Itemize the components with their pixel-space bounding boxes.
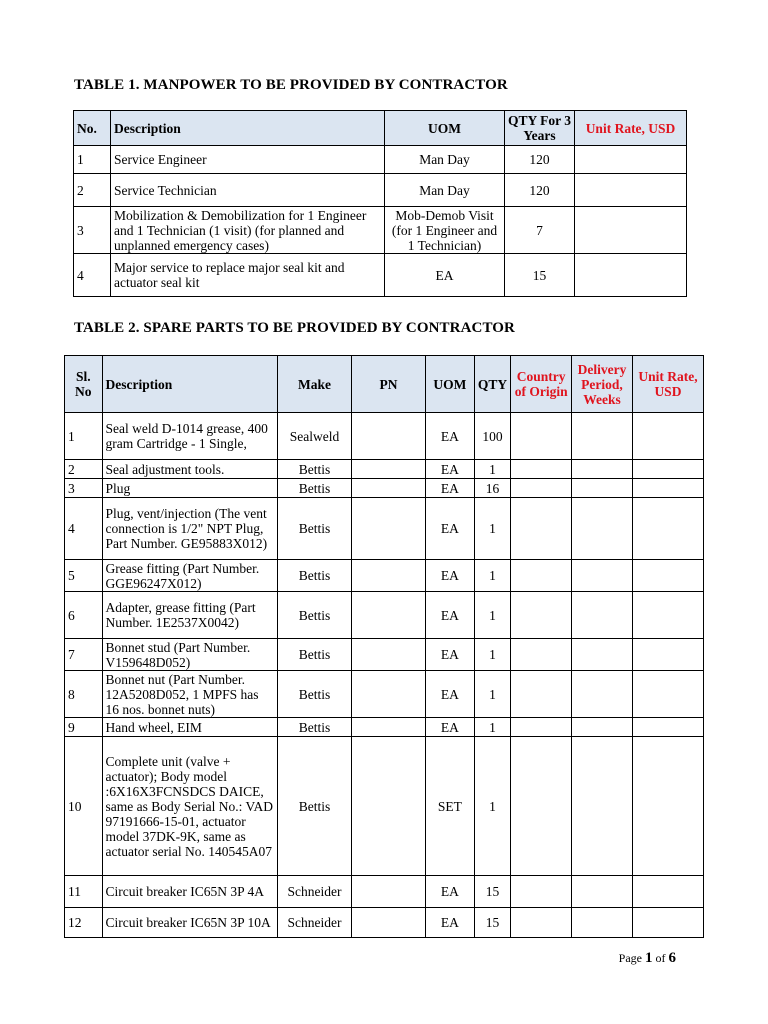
table1-cell-qty: 15 <box>505 254 575 297</box>
t2-header-sl-no: Sl. No <box>65 356 103 413</box>
table1-cell-no: 2 <box>74 174 111 207</box>
table2-cell-sl-no: 5 <box>65 560 103 592</box>
table1-title: TABLE 1. MANPOWER TO BE PROVIDED BY CONTRACTOR <box>74 77 508 93</box>
table2-cell-uom: EA <box>426 718 475 737</box>
table1-cell-no: 4 <box>74 254 111 297</box>
table2-cell-description: Grease fitting (Part Number. GGE96247X012) <box>102 560 277 592</box>
table2-cell-uom: EA <box>426 592 475 639</box>
table1-cell-unit-rate <box>575 146 687 174</box>
table2-cell-uom: EA <box>426 908 475 938</box>
table-row <box>74 174 687 207</box>
table2-cell-unit-rate <box>632 639 703 671</box>
table2-cell-qty: 1 <box>474 498 511 560</box>
table2-cell-pn <box>352 479 426 498</box>
table2-cell-make: Bettis <box>277 718 351 737</box>
table2-cell-make: Bettis <box>277 479 351 498</box>
table2-cell-country-of-origin <box>511 639 572 671</box>
table2-title: TABLE 2. SPARE PARTS TO BE PROVIDED BY CONTRACTOR <box>74 320 515 336</box>
table1-cell-uom: Man Day <box>385 146 505 174</box>
table-row <box>65 876 704 908</box>
table2-cell-description: Hand wheel, EIM <box>102 718 277 737</box>
table2-cell-sl-no: 3 <box>65 479 103 498</box>
t2-header-unit-rate: Unit Rate, USD <box>632 356 703 413</box>
table2-cell-pn <box>352 639 426 671</box>
table2-cell-delivery-period <box>572 876 633 908</box>
table1-cell-qty: 120 <box>505 174 575 207</box>
table-row <box>65 498 704 560</box>
table2-cell-country-of-origin <box>511 592 572 639</box>
table2-cell-pn <box>352 737 426 876</box>
table1-cell-uom: Man Day <box>385 174 505 207</box>
table2-cell-qty: 1 <box>474 718 511 737</box>
table2-cell-country-of-origin <box>511 876 572 908</box>
table2-cell-uom: EA <box>426 876 475 908</box>
table2-body <box>65 413 704 938</box>
table2-cell-make: Bettis <box>277 639 351 671</box>
table2-cell-description: Seal adjustment tools. <box>102 460 277 479</box>
table-row <box>65 460 704 479</box>
table2-cell-unit-rate <box>632 592 703 639</box>
table2-cell-pn <box>352 876 426 908</box>
table2-cell-qty: 1 <box>474 592 511 639</box>
table2-cell-pn <box>352 718 426 737</box>
table-row <box>74 146 687 174</box>
table2-cell-pn <box>352 560 426 592</box>
table2-cell-delivery-period <box>572 718 633 737</box>
table2-cell-sl-no: 1 <box>65 413 103 460</box>
table2-cell-sl-no: 10 <box>65 737 103 876</box>
table-row <box>65 671 704 718</box>
table2-cell-description: Bonnet nut (Part Number. 12A5208D052, 1 MPFS has 16 nos. bonnet nuts) <box>102 671 277 718</box>
table2-cell-pn <box>352 413 426 460</box>
table2-cell-make: Sealweld <box>277 413 351 460</box>
table2-cell-sl-no: 4 <box>65 498 103 560</box>
table1-cell-description: Mobilization & Demobilization for 1 Engineer and 1 Technician (1 visit) (for planned and unplanned emergency cases) <box>111 207 385 254</box>
table2-cell-description: Circuit breaker IC65N 3P 10A <box>102 908 277 938</box>
table2-cell-country-of-origin <box>511 671 572 718</box>
table2-cell-pn <box>352 460 426 479</box>
table2-cell-sl-no: 12 <box>65 908 103 938</box>
table2-cell-unit-rate <box>632 718 703 737</box>
table2-cell-description: Circuit breaker IC65N 3P 4A <box>102 876 277 908</box>
table-row <box>65 718 704 737</box>
table2-cell-pn <box>352 498 426 560</box>
table2-cell-country-of-origin <box>511 460 572 479</box>
table-row <box>65 908 704 938</box>
table1-cell-no: 1 <box>74 146 111 174</box>
t2-header-pn: PN <box>352 356 426 413</box>
table2-cell-qty: 15 <box>474 908 511 938</box>
table2-cell-sl-no: 9 <box>65 718 103 737</box>
table2-cell-delivery-period <box>572 498 633 560</box>
table2-cell-make: Bettis <box>277 737 351 876</box>
table2-cell-unit-rate <box>632 413 703 460</box>
spare-parts-table <box>64 355 704 938</box>
table2-cell-qty: 1 <box>474 560 511 592</box>
t2-header-uom: UOM <box>426 356 475 413</box>
table2-cell-qty: 1 <box>474 671 511 718</box>
table2-cell-country-of-origin <box>511 560 572 592</box>
table2-cell-country-of-origin <box>511 413 572 460</box>
table2-cell-unit-rate <box>632 460 703 479</box>
table2-cell-unit-rate <box>632 560 703 592</box>
table2-cell-delivery-period <box>572 639 633 671</box>
table2-cell-delivery-period <box>572 908 633 938</box>
table2-cell-uom: EA <box>426 498 475 560</box>
t2-header-country-of-origin: Country of Origin <box>511 356 572 413</box>
table2-cell-unit-rate <box>632 479 703 498</box>
table2-cell-make: Bettis <box>277 592 351 639</box>
table2-cell-sl-no: 8 <box>65 671 103 718</box>
table2-header-row <box>65 356 704 413</box>
page-total: 6 <box>668 950 676 966</box>
page-number <box>619 950 676 967</box>
manpower-table <box>73 110 687 297</box>
table1-cell-unit-rate <box>575 254 687 297</box>
t1-header-description: Description <box>111 111 385 146</box>
table2-cell-country-of-origin <box>511 479 572 498</box>
table2-cell-country-of-origin <box>511 737 572 876</box>
table-row <box>65 560 704 592</box>
table2-cell-qty: 100 <box>474 413 511 460</box>
table2-cell-delivery-period <box>572 560 633 592</box>
table2-cell-unit-rate <box>632 876 703 908</box>
table1-cell-uom: EA <box>385 254 505 297</box>
table2-cell-country-of-origin <box>511 718 572 737</box>
page-current: 1 <box>645 950 653 966</box>
table2-cell-qty: 1 <box>474 460 511 479</box>
table2-cell-delivery-period <box>572 671 633 718</box>
of-label: of <box>655 951 666 965</box>
table2-cell-description: Complete unit (valve + actuator); Body model :6X16X3FCNSDCS DAICE, same as Body Serial No.: VAD 97191666-15-01, actuator model 37DK-9K, same as actuator serial No. 140545A07 <box>102 737 277 876</box>
table-row <box>74 254 687 297</box>
table1-cell-description: Service Engineer <box>111 146 385 174</box>
table1-header-row <box>74 111 687 146</box>
table-row <box>74 207 687 254</box>
table2-cell-delivery-period <box>572 737 633 876</box>
table-row <box>65 639 704 671</box>
table2-cell-country-of-origin <box>511 908 572 938</box>
table2-cell-make: Bettis <box>277 460 351 479</box>
table2-cell-uom: EA <box>426 479 475 498</box>
table2-cell-make: Bettis <box>277 671 351 718</box>
table2-cell-description: Plug, vent/injection (The vent connection is 1/2" NPT Plug, Part Number. GE95883X012) <box>102 498 277 560</box>
table2-cell-sl-no: 7 <box>65 639 103 671</box>
table1-cell-qty: 7 <box>505 207 575 254</box>
table2-cell-qty: 1 <box>474 639 511 671</box>
table2-cell-uom: EA <box>426 671 475 718</box>
table-row <box>65 479 704 498</box>
table2-cell-make: Schneider <box>277 908 351 938</box>
t2-header-make: Make <box>277 356 351 413</box>
table2-cell-delivery-period <box>572 479 633 498</box>
table2-cell-uom: SET <box>426 737 475 876</box>
table2-cell-qty: 16 <box>474 479 511 498</box>
t2-header-description: Description <box>102 356 277 413</box>
table2-cell-description: Adapter, grease fitting (Part Number. 1E2537X0042) <box>102 592 277 639</box>
table2-cell-sl-no: 11 <box>65 876 103 908</box>
table2-cell-make: Bettis <box>277 498 351 560</box>
table2-cell-unit-rate <box>632 671 703 718</box>
t1-header-uom: UOM <box>385 111 505 146</box>
table1-cell-unit-rate <box>575 174 687 207</box>
table2-cell-pn <box>352 908 426 938</box>
table1-cell-no: 3 <box>74 207 111 254</box>
t2-header-delivery-period: Delivery Period, Weeks <box>572 356 633 413</box>
table2-cell-qty: 1 <box>474 737 511 876</box>
table1-cell-description: Major service to replace major seal kit and actuator seal kit <box>111 254 385 297</box>
table1-cell-uom: Mob-Demob Visit (for 1 Engineer and 1 Technician) <box>385 207 505 254</box>
table2-cell-uom: EA <box>426 639 475 671</box>
table1-cell-unit-rate <box>575 207 687 254</box>
table2-cell-country-of-origin <box>511 498 572 560</box>
table2-cell-unit-rate <box>632 498 703 560</box>
table2-cell-pn <box>352 671 426 718</box>
t1-header-qty: QTY For 3 Years <box>505 111 575 146</box>
table2-cell-qty: 15 <box>474 876 511 908</box>
table2-cell-description: Plug <box>102 479 277 498</box>
table2-cell-description: Bonnet stud (Part Number. V159648D052) <box>102 639 277 671</box>
table2-cell-uom: EA <box>426 460 475 479</box>
table2-cell-uom: EA <box>426 413 475 460</box>
table2-cell-sl-no: 2 <box>65 460 103 479</box>
table2-cell-pn <box>352 592 426 639</box>
t1-header-unit-rate: Unit Rate, USD <box>575 111 687 146</box>
table2-cell-make: Schneider <box>277 876 351 908</box>
table-row <box>65 413 704 460</box>
table2-cell-delivery-period <box>572 460 633 479</box>
table2-cell-make: Bettis <box>277 560 351 592</box>
table2-cell-sl-no: 6 <box>65 592 103 639</box>
table-row <box>65 592 704 639</box>
page-label: Page <box>618 951 642 965</box>
table2-cell-delivery-period <box>572 413 633 460</box>
t2-header-qty: QTY <box>474 356 511 413</box>
table2-cell-unit-rate <box>632 737 703 876</box>
table2-cell-description: Seal weld D-1014 grease, 400 gram Cartridge - 1 Single, <box>102 413 277 460</box>
table-row <box>65 737 704 876</box>
table1-body <box>74 146 687 297</box>
table2-cell-uom: EA <box>426 560 475 592</box>
table1-cell-qty: 120 <box>505 146 575 174</box>
t1-header-no: No. <box>74 111 111 146</box>
table2-cell-delivery-period <box>572 592 633 639</box>
table1-cell-description: Service Technician <box>111 174 385 207</box>
table2-cell-unit-rate <box>632 908 703 938</box>
